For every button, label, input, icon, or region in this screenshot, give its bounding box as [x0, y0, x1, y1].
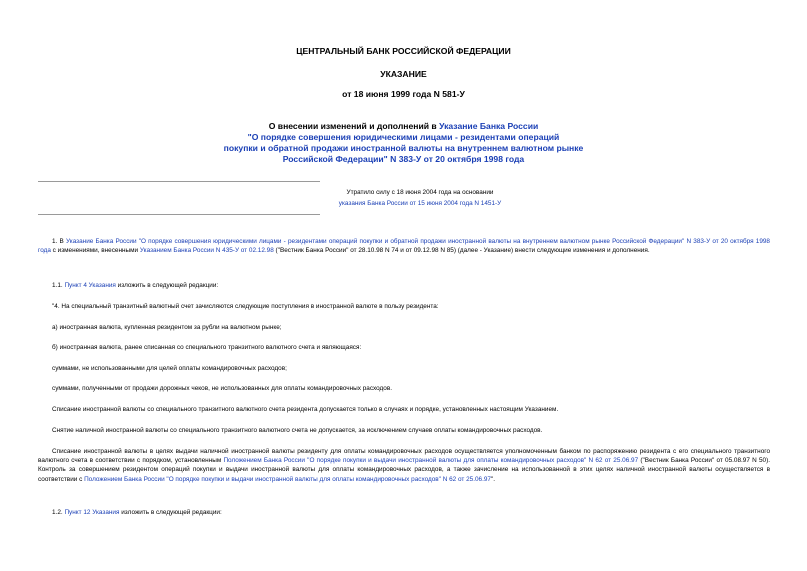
p11-text-b: изложить в следующей редакции:	[115, 282, 219, 289]
p1-text-a: 1. В	[52, 238, 66, 245]
p12-text-b: изложить в следующей редакции:	[119, 509, 222, 516]
title-prefix: О внесении изменений и дополнений в	[268, 121, 440, 131]
pl-text-c: ".	[491, 475, 496, 483]
pl-link-polozhenie-1[interactable]: Положением Банка России "О порядке покупки и выдачи иностранной валюты для оплаты командировочных расходов" N 62 от 25.06.97	[223, 457, 639, 465]
status-note	[300, 187, 540, 209]
p1-text-c: ("Вестник Банка России" от 28.10.98 N 74 и от 09.12.98 N 85) (далее - Указание) внести следующие изменения и дополнения.	[273, 247, 650, 255]
paragraph-1-1	[38, 281, 770, 290]
title-line-4[interactable]: Российской Федерации" N 383-У от 20 октября 1998 года	[282, 154, 525, 164]
title-link-ukazanie[interactable]: Указание Банка России	[439, 121, 539, 131]
paragraph-1-2	[38, 508, 770, 517]
p1-text-b: с изменениями, внесенными	[50, 247, 140, 255]
document-date-number: от 18 июня 1999 года N 581-У	[342, 89, 465, 99]
paragraph-writeoff-1: Списание иностранной валюты со специального транзитного валютного счета резидента допускается только в случаях и порядке, установленных настоящим Указанием.	[52, 406, 559, 413]
p12-text-a: 1.2.	[52, 509, 65, 516]
p11-text-a: 1.1.	[52, 282, 65, 289]
paragraph-sums-2: суммами, полученными от продажи дорожных чеков, не использованных для оплаты командировочных расходов.	[52, 385, 393, 392]
pl-text-b: ("Вестник Банка России" от 05.08.97 N 50). Контроль за совершением резидентом операций покупки и выдачи иностранной валюты для оплаты командировочных расходов, а также зачисление на использованной в этих целях наличной иностранной валюты осуществляется в соответствии с	[38, 457, 770, 483]
title-line-2[interactable]: "О порядке совершения юридическими лицами - резидентами операций	[247, 132, 560, 142]
paragraph-writeoff-2: Снятие наличной иностранной валюты со специального транзитного валютного счета не допускается, за исключением случаев оплаты командировочных расходов.	[52, 427, 543, 434]
status-note-text: Утратило силу с 18 июня 2004 года на основании	[346, 189, 494, 196]
paragraph-long	[38, 447, 770, 484]
document-title	[0, 121, 807, 165]
document-type: УКАЗАНИЕ	[380, 69, 427, 79]
status-note-link[interactable]: указания Банка России от 15 июня 2004 года N 1451-У	[338, 200, 502, 207]
pl-link-polozhenie-2[interactable]: Положением Банка России "О порядке покупки и выдачи иностранной валюты для оплаты командировочных расходов" N 62 от 25.06.97	[84, 475, 491, 483]
p1-link-ukazanie[interactable]: Указание Банка России "О порядке совершения юридическими лицами - резидентами операций покупки и обратной продажи иностранной валюты на внутреннем валютном рынке Российской Федерации" N 383-У от 20 октября 1998 года	[38, 238, 770, 255]
paragraph-punkt-4: "4. На специальный транзитный валютный счет зачисляются следующие поступления в иностранной валюте в пользу резидента:	[52, 303, 439, 310]
title-line-1	[0, 121, 807, 132]
paragraph-b: б) иностранная валюта, ранее списанная со специального транзитного валютного счета и являющаяся:	[52, 344, 362, 351]
issuer-heading: ЦЕНТРАЛЬНЫЙ БАНК РОССИЙСКОЙ ФЕДЕРАЦИИ	[296, 46, 511, 56]
divider-bottom	[38, 214, 320, 215]
title-line-3[interactable]: покупки и обратной продажи иностранной валюты на внутреннем валютном рынке	[223, 143, 584, 153]
p12-link-punkt12[interactable]: Пункт 12 Указания	[64, 509, 120, 516]
p1-link-435u[interactable]: Указанием Банка России N 435-У от 02.12.98	[139, 247, 274, 255]
divider-top	[38, 181, 320, 182]
paragraph-a: а) иностранная валюта, купленная резидентом за рубли на валютном рынке;	[52, 324, 282, 331]
paragraph-sums-1: суммами, не использованными для целей оплаты командировочных расходов;	[52, 365, 287, 372]
p11-link-punkt4[interactable]: Пункт 4 Указания	[64, 282, 116, 289]
pl-text-a: Списание иностранной валюты в целях выдачи наличной иностранной валюты резиденту для оплаты командировочных расходов осуществляется уполномоченным банком по распоряжению резидента с его специального транзитного валютного счета в соответствии с порядком, установленным	[38, 448, 770, 465]
paragraph-1	[38, 237, 770, 255]
